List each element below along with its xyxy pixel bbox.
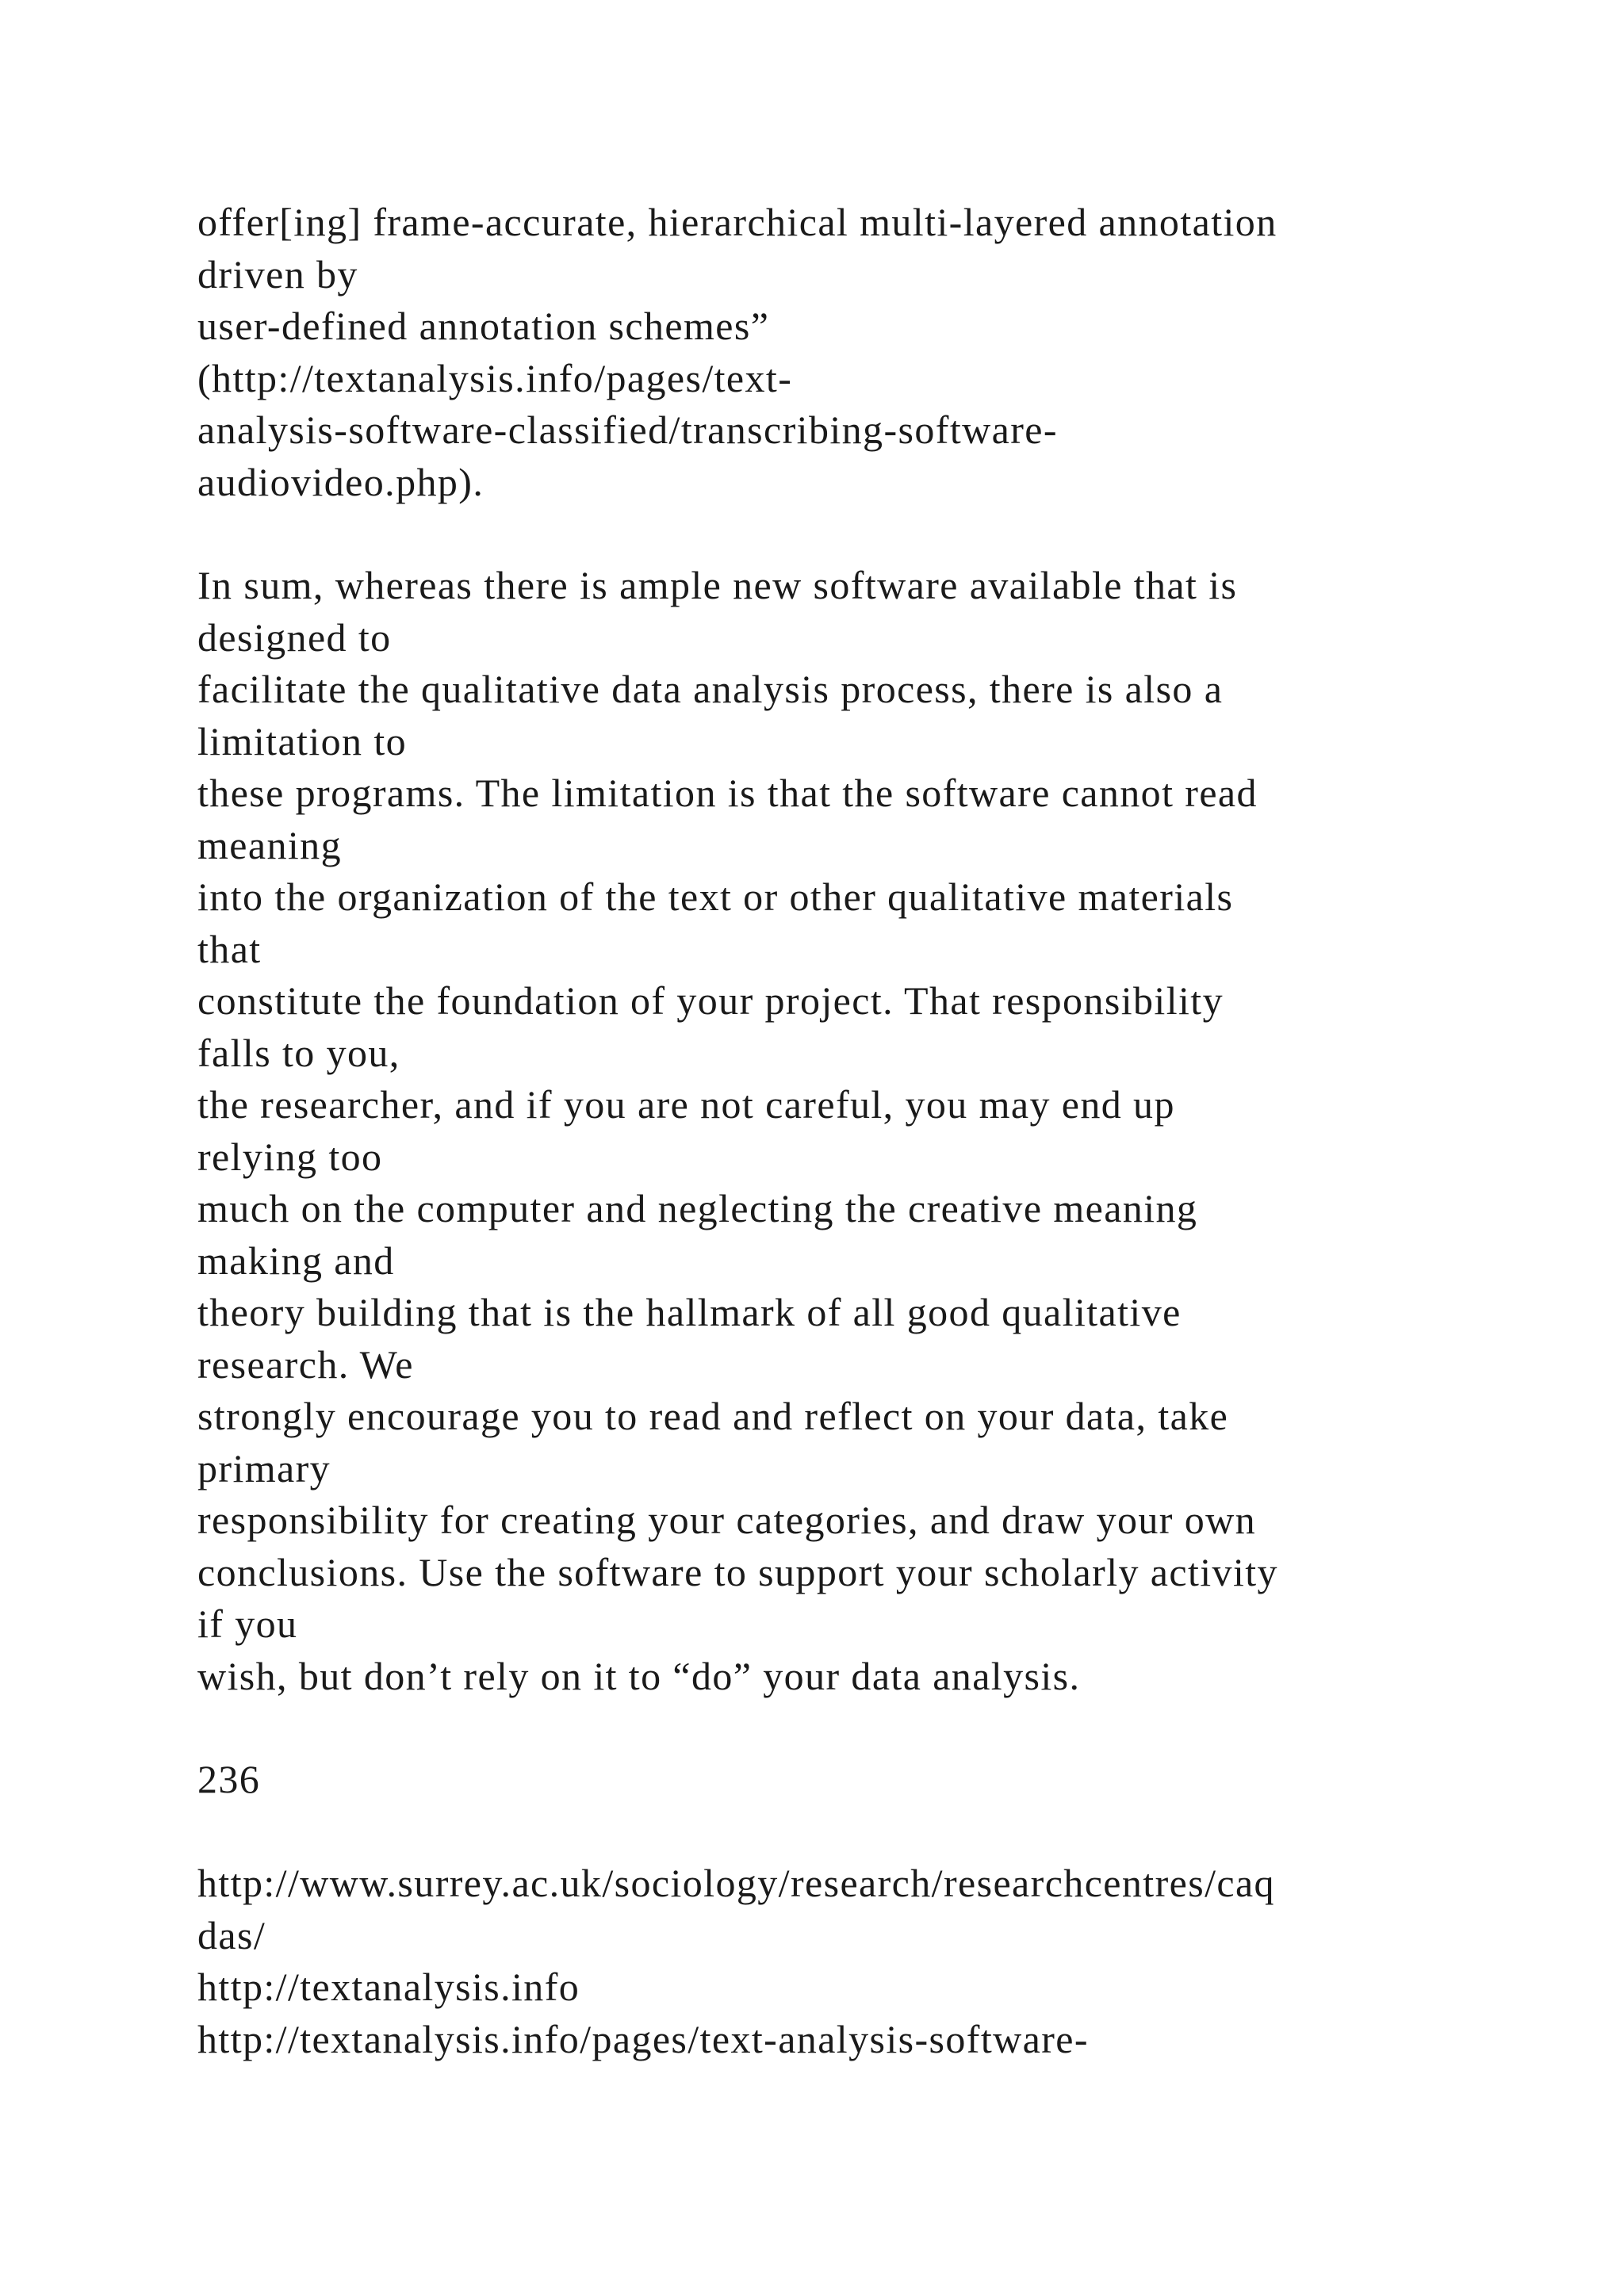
page-number-block	[197, 1754, 1561, 1806]
text-line: strongly encourage you to read and reflect on your data, take	[197, 1394, 1229, 1438]
text-line: In sum, whereas there is ample new software available that is	[197, 563, 1238, 607]
text-line: into the organization of the text or other qualitative materials	[197, 874, 1234, 919]
text-line: analysis-software-classified/transcribing-software-	[197, 408, 1058, 452]
text-line: theory building that is the hallmark of all good qualitative	[197, 1290, 1182, 1334]
text-line: research. We	[197, 1341, 414, 1387]
text-line: these programs. The limitation is that the software cannot read	[197, 771, 1258, 815]
link-surrey-caqdas-continued[interactable]: das/	[197, 1912, 266, 1957]
paragraph-annotation-quote	[197, 197, 1561, 508]
paragraph-in-sum	[197, 560, 1561, 1702]
link-textanalysis-software-pages[interactable]: http://textanalysis.info/pages/text-analysis-software-	[197, 2016, 1089, 2061]
link-surrey-caqdas[interactable]: http://www.surrey.ac.uk/sociology/research/researchcentres/caq	[197, 1861, 1275, 1905]
text-line: facilitate the qualitative data analysis process, there is also a	[197, 667, 1224, 711]
text-line: user-defined annotation schemes”	[197, 304, 770, 348]
text-line: that	[197, 926, 262, 971]
text-line: meaning	[197, 822, 342, 867]
text-line: relying too	[197, 1134, 383, 1179]
text-line: wish, but don’t rely on it to “do” your data analysis.	[197, 1653, 1081, 1698]
text-line: (http://textanalysis.info/pages/text-	[197, 355, 793, 400]
text-line: if you	[197, 1601, 298, 1646]
text-line: the researcher, and if you are not careful, you may end up	[197, 1082, 1175, 1127]
text-line: falls to you,	[197, 1030, 400, 1075]
text-line: designed to	[197, 614, 392, 660]
text-line: limitation to	[197, 718, 408, 763]
text-line: constitute the foundation of your project. That responsibility	[197, 978, 1224, 1023]
text-line: offer[ing] frame-accurate, hierarchical multi-layered annotation	[197, 200, 1277, 244]
link-textanalysis-info[interactable]: http://textanalysis.info	[197, 1965, 580, 2009]
text-line: conclusions. Use the software to support your scholarly activity	[197, 1549, 1278, 1594]
page-number: 236	[197, 1757, 261, 1801]
text-line: primary	[197, 1445, 331, 1490]
text-line: driven by	[197, 251, 358, 297]
text-line: audiovideo.php).	[197, 459, 485, 504]
link-list	[197, 1858, 1561, 2065]
text-line: much on the computer and neglecting the creative meaning	[197, 1186, 1198, 1230]
text-line: responsibility for creating your categories, and draw your own	[197, 1498, 1257, 1542]
text-line: making and	[197, 1238, 395, 1283]
